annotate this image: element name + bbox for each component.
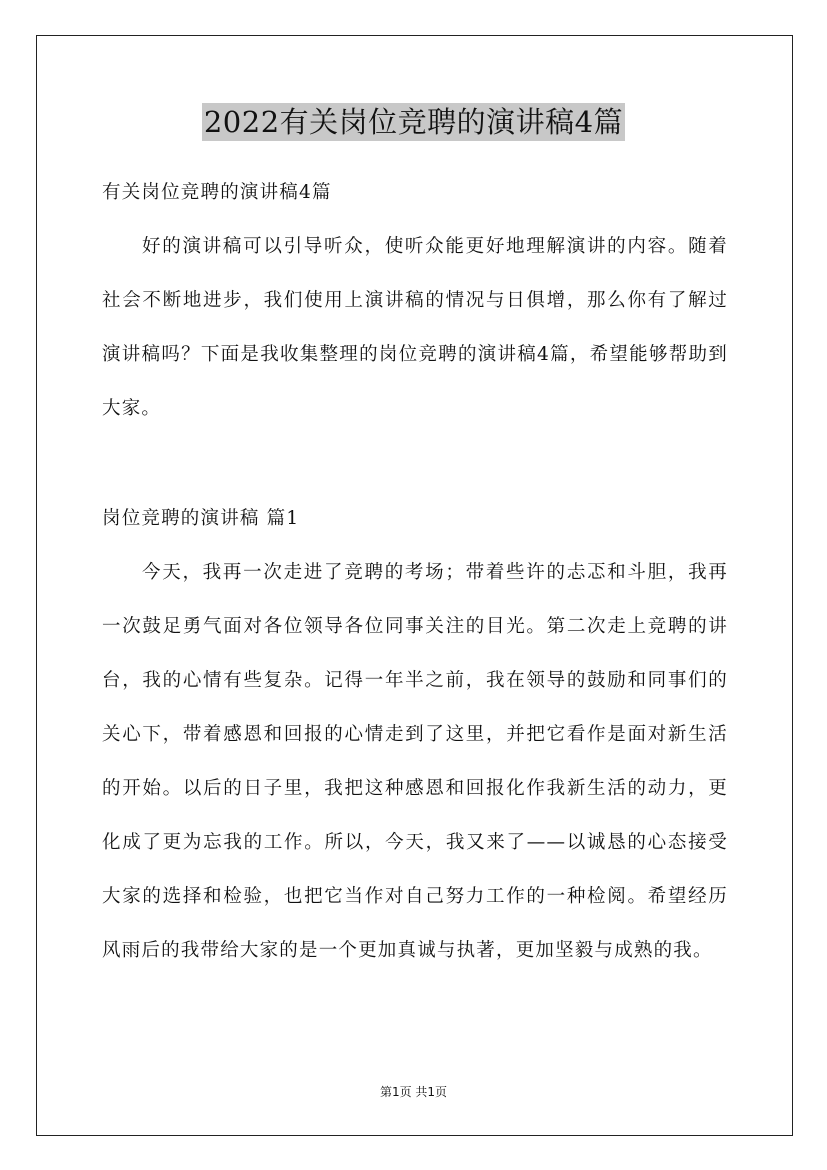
document-subheading: 有关岗位竞聘的演讲稿4篇: [102, 182, 332, 203]
document-title: 2022有关岗位竞聘的演讲稿4篇: [203, 105, 624, 139]
intro-paragraph: 好的演讲稿可以引导听众，使听众能更好地理解演讲的内容。随着社会不断地进步，我们使用上演讲稿的情况与日俱增，那么你有了解过演讲稿吗？下面是我收集整理的岗位竞聘的演讲稿4篇，希望能够帮助到大家。: [102, 236, 728, 419]
section-1-heading: 岗位竞聘的演讲稿 篇1: [102, 508, 300, 529]
page-footer: 第1页 共1页: [379, 1085, 448, 1099]
title-container: [0, 103, 827, 141]
section-1-paragraph: 今天，我再一次走进了竞聘的考场；带着些许的忐忑和斗胆，我再一次鼓足勇气面对各位领导各位同事关注的目光。第二次走上竞聘的讲台，我的心情有些复杂。记得一年半之前，我在领导的鼓励和同事们的关心下，带着感恩和回报的心情走到了这里，并把它看作是面对新生活的开始。以后的日子里，我把这种感恩和回报化作我新生活的动力，更化成了更为忘我的工作。所以，今天，我又来了——以诚恳的心态接受大家的选择和检验，也把它当作对自己努力工作的一种检阅。希望经历风雨后的我带给大家的是一个更加真诚与执著，更加坚毅与成熟的我。: [102, 562, 728, 961]
